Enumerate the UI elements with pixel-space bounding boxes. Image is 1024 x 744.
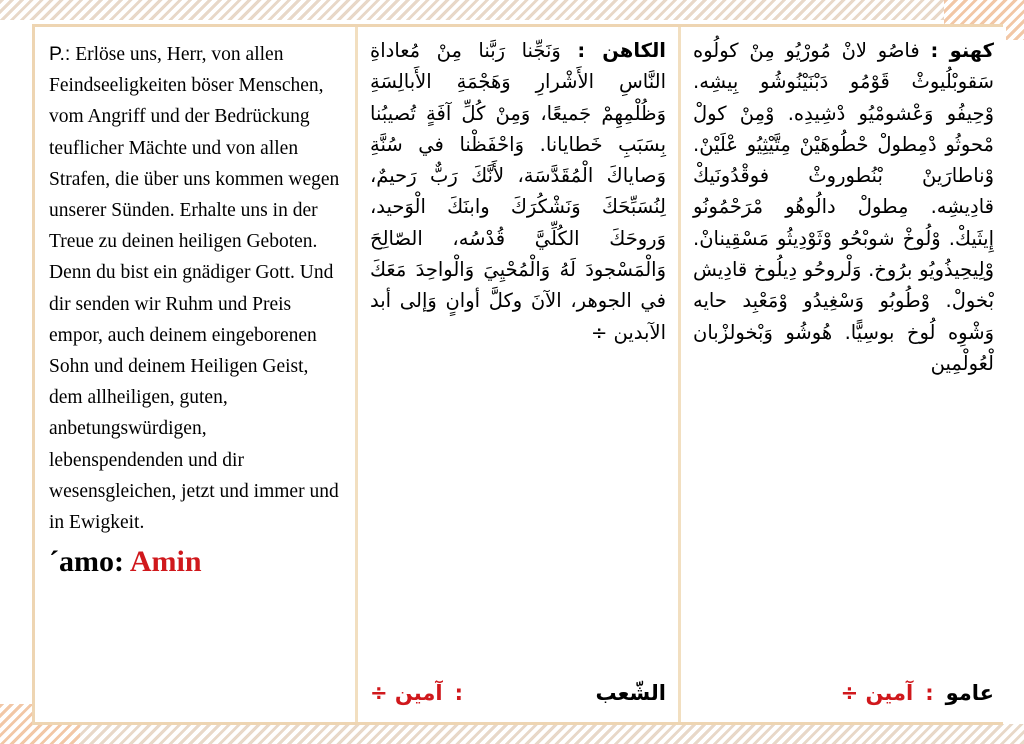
german-response-line xyxy=(49,544,345,580)
german-prayer-text xyxy=(49,39,345,538)
german-prayer-body: Erlöse uns, Herr, von allen Feindseeligkeiten böser Menschen, vom Angriff und der Bedrückung teuflicher Mächte und von allen Strafen, die über uns kommen wegen unserer Sünden. Erhalte uns in der Treue zu deinen heiligen Geboten. Denn du bist ein gnädiger Gott. Und dir senden wir Ruhm und Preis empor, auch deinem eingeborenen Sohn und deinem Heiligen Geist, dem allheiligen, guten, anbetungswürdigen, lebenspendenden und dir wesensgleichen, jetzt und immer und in Ewigkeit. xyxy=(49,44,340,534)
arabic-response-amen: آمين ÷ xyxy=(370,681,443,705)
syriac-response-colon: : xyxy=(925,681,934,705)
syriac-prayer-body: فاصُو لانْ مُورْيُو مِنْ كولُوه سَقوبْلُيوثْ قَوْمُو دَبْنَيْنُوشُو بِيشِه. وْحِيفُو وَعْشومْيُو دْشِيدِه. وْمِنْ كولْ مْحوثُو دْمِطولْ حْطُوهَيْنْ مِتَّيْثِيُو عْلَيْنْ. وْناطارَينْ بْنُطوروثْ فوقْدُونَيكْ قادِيشِه. مِطولْ دالُوهُو مْرَحْمُونُو إِيثَيكْ. وْلُوخْ شوبْحُو وْثَوْدِيثُو مَسْقِينانْ. وْلِيحِيذُويُو برُوخ. وَلْروحُو دِيلُوخ قادِيش بْخولْ. وْطُوبُو وَسْغِيدُو وْمَعْبِد حايه وَشْوِه لُوخ بوسِيًّا. هُوشُو وَبْخولزْبان لْعُولْمِين xyxy=(693,39,994,375)
liturgy-table xyxy=(32,24,1003,725)
bottom-decorative-stripe xyxy=(0,724,1024,744)
arabic-response-colon: : xyxy=(454,681,463,705)
arabic-prayer-text xyxy=(370,35,666,348)
arabic-response-speaker: الشّعب xyxy=(595,681,666,705)
arabic-priest-label: الكاهن : xyxy=(577,39,666,62)
arabic-column xyxy=(358,27,678,722)
syriac-prayer-text xyxy=(693,35,994,379)
syriac-transliteration-column xyxy=(681,27,1006,722)
german-column xyxy=(35,27,355,722)
syriac-response-line xyxy=(693,678,994,708)
german-priest-prefix: P.: xyxy=(49,43,71,65)
syriac-response-amen: آمين ÷ xyxy=(840,681,914,705)
german-response-speaker: ´amo: xyxy=(49,545,124,579)
syriac-response-speaker: عامو xyxy=(945,681,994,705)
syriac-priest-label: كهنو : xyxy=(930,39,994,62)
german-response-amen: Amin xyxy=(129,545,202,579)
top-decorative-stripe xyxy=(0,0,1024,20)
arabic-response-line xyxy=(370,678,666,708)
arabic-prayer-body: وَنَجِّنا رَبَّنا مِنْ مُعاداةِ النَّاسِ الأَشْرارِ وَهَجْمَةِ الأَبالِسَةِ وَظُلْمِهِمْ جَميعًا، وَمِنْ كُلِّ آفَةٍ تُصيبُنا بِسَبَبِ خَطايانا. وَاحْفَظْنا في سُنَّةِ وَصاياكَ الْمُقَدَّسَة، لأَنَّكَ رَبٌّ رَحيمٌ، لِنُسَبِّحَكَ وَنَشْكُرَكَ وابنَكَ الْوَحيد، وَروحَكَ الكُلِّيَّ قُدْسُه، الصّالِحَ وَالْمَسْجودَ لَهُ وَالْمُحْيِيَ وَالْواحِدَ مَعَكَ في الجوهر، الآنَ وكلَّ أوانٍ وَإلى أبد الآبدين ÷ xyxy=(370,39,666,344)
arabic-response-group xyxy=(370,678,475,708)
